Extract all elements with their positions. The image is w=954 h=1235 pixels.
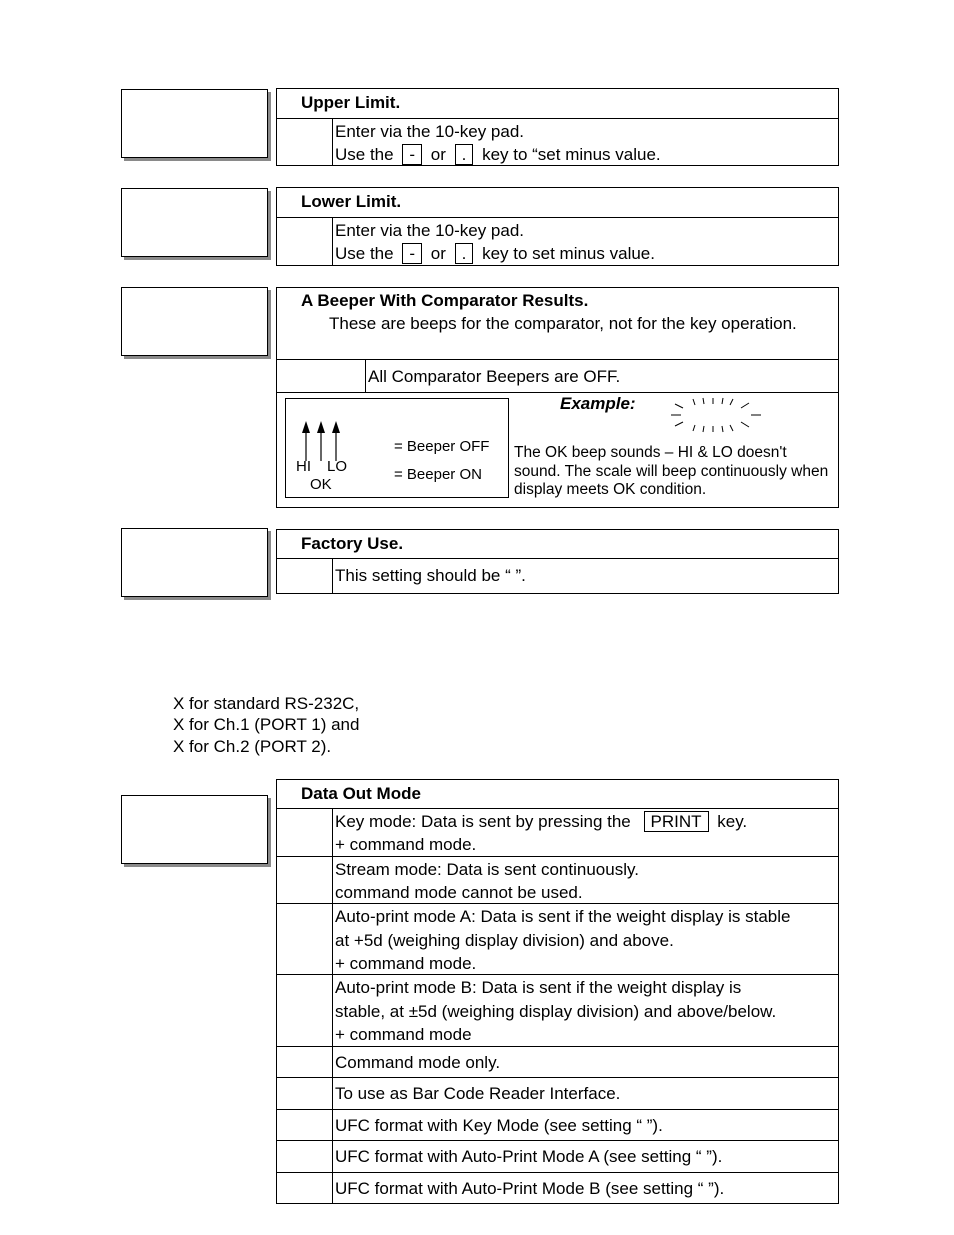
description bbox=[333, 119, 838, 165]
desc-line: at +5d (weighing display division) and above. bbox=[335, 930, 674, 950]
text: or bbox=[430, 145, 446, 164]
description bbox=[333, 857, 838, 903]
code-cell bbox=[277, 559, 333, 593]
port-line-2: X for Ch.1 (PORT 1) and bbox=[173, 715, 360, 734]
beeper-off-text: All Comparator Beepers are OFF. bbox=[368, 367, 621, 386]
dot-key: . bbox=[455, 243, 474, 264]
text: Use the bbox=[335, 244, 394, 263]
desc-line bbox=[335, 810, 836, 833]
text: Use the bbox=[335, 145, 394, 164]
factory-text: This setting should be “ ”. bbox=[335, 566, 526, 585]
section-title: Upper Limit. bbox=[277, 89, 838, 119]
data-out-section bbox=[276, 779, 839, 1204]
text: key to “set minus value. bbox=[482, 145, 661, 164]
section-title: Lower Limit. bbox=[277, 188, 838, 218]
description bbox=[333, 809, 838, 856]
legend-box bbox=[285, 398, 509, 498]
mode-row bbox=[277, 904, 838, 975]
display-box-upper-limit bbox=[121, 89, 268, 158]
desc-line: + command mode. bbox=[335, 835, 477, 854]
beeper-section bbox=[276, 287, 839, 508]
beep-sound-icon bbox=[667, 395, 767, 437]
description bbox=[333, 904, 838, 974]
section-title: Factory Use. bbox=[277, 530, 838, 559]
desc-line bbox=[335, 242, 836, 265]
text: or bbox=[430, 244, 446, 263]
beeper-example-row bbox=[277, 393, 838, 508]
port-line-1: X for standard RS-232C, bbox=[173, 694, 360, 713]
example-title: Example: bbox=[560, 394, 636, 413]
code-cell bbox=[277, 1173, 333, 1203]
mode-row bbox=[277, 975, 838, 1047]
print-key: PRINT bbox=[644, 811, 709, 832]
minus-key: - bbox=[402, 144, 422, 165]
section-title: A Beeper With Comparator Results. bbox=[301, 291, 589, 310]
mode-row bbox=[277, 1078, 838, 1110]
mode-row bbox=[277, 1047, 838, 1078]
text: key to set minus value. bbox=[482, 244, 655, 263]
mode-row bbox=[277, 1110, 838, 1141]
display-box-beeper bbox=[121, 287, 268, 356]
label-lo: LO bbox=[327, 458, 348, 475]
description: UFC format with Auto-Print Mode A (see setting “ ”). bbox=[335, 1147, 723, 1166]
example-text: The OK beep sounds – HI & LO doesn't sound. The scale will beep continuously when display meets OK condition. bbox=[514, 444, 829, 498]
code-cell bbox=[277, 809, 333, 856]
mode-row bbox=[277, 857, 838, 904]
desc-line: Enter via the 10-key pad. bbox=[335, 122, 525, 141]
display-box-factory bbox=[121, 528, 268, 597]
label-hi: HI bbox=[296, 458, 311, 475]
code-cell bbox=[277, 1078, 333, 1109]
mode-row bbox=[277, 809, 838, 857]
description: Command mode only. bbox=[335, 1053, 501, 1072]
code-cell bbox=[277, 119, 333, 165]
code-cell bbox=[277, 1047, 333, 1077]
code-cell bbox=[277, 904, 333, 974]
desc-line: + command mode. bbox=[335, 954, 477, 973]
text: key. bbox=[717, 812, 748, 831]
section-title: Data Out Mode bbox=[277, 780, 838, 809]
desc-line: command mode cannot be used. bbox=[335, 883, 583, 902]
display-box-lower-limit bbox=[121, 188, 268, 257]
display-box-data-out bbox=[121, 795, 268, 864]
beeper-note: These are beeps for the comparator, not for the key operation. bbox=[329, 314, 797, 333]
code-cell bbox=[277, 1110, 333, 1140]
dot-key: . bbox=[455, 144, 474, 165]
code-cell bbox=[277, 1141, 333, 1172]
desc-line: Enter via the 10-key pad. bbox=[335, 221, 525, 240]
lower-limit-section bbox=[276, 187, 839, 266]
code-cell bbox=[277, 975, 333, 1046]
description bbox=[333, 975, 838, 1046]
code-cell bbox=[277, 218, 333, 265]
desc-line: Auto-print mode B: Data is sent if the weight display is bbox=[335, 978, 742, 997]
desc-line: stable, at ±5d (weighing display division) and above/below. bbox=[335, 1001, 777, 1021]
desc-line: Auto-print mode A: Data is sent if the weight display is stable bbox=[335, 907, 791, 926]
mode-row bbox=[277, 1141, 838, 1173]
description bbox=[333, 218, 838, 265]
label-ok: OK bbox=[310, 476, 332, 493]
legend-on: = Beeper ON bbox=[394, 466, 482, 483]
code-cell bbox=[277, 360, 366, 392]
factory-section bbox=[276, 529, 839, 594]
desc-line bbox=[335, 143, 836, 166]
code-cell bbox=[277, 857, 333, 903]
description: UFC format with Auto-Print Mode B (see setting “ ”). bbox=[335, 1179, 725, 1198]
description: UFC format with Key Mode (see setting “ ”). bbox=[335, 1116, 663, 1135]
port-line-3: X for Ch.2 (PORT 2). bbox=[173, 737, 332, 756]
minus-key: - bbox=[402, 243, 422, 264]
text: Key mode: Data is sent by pressing the bbox=[335, 812, 631, 831]
legend-off: = Beeper OFF bbox=[394, 438, 490, 455]
description: To use as Bar Code Reader Interface. bbox=[335, 1084, 621, 1103]
mode-row bbox=[277, 1173, 838, 1204]
desc-line: + command mode bbox=[335, 1025, 472, 1044]
upper-limit-section bbox=[276, 88, 839, 166]
desc-line: Stream mode: Data is sent continuously. bbox=[335, 860, 639, 879]
